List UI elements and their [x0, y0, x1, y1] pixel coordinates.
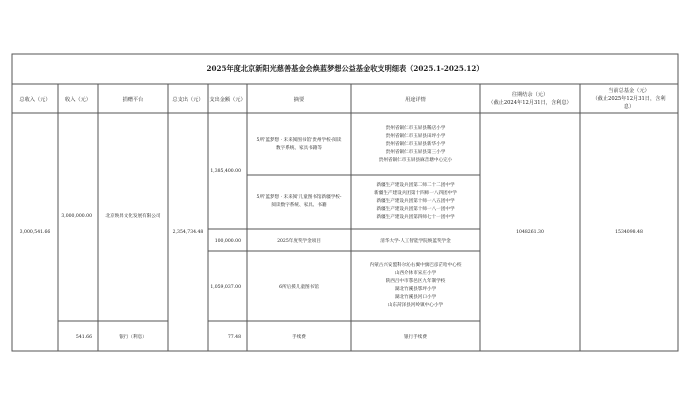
header-summary: 摘要	[293, 97, 305, 103]
expense-amount: 1,059,037.00	[210, 285, 241, 290]
header-income: 收入（元）	[65, 97, 91, 103]
table-header	[19, 86, 665, 110]
usage-school: 陕西吕中市鄠邑区九年制学校	[385, 279, 446, 284]
usage-school: 新疆生产建设兵团第十师一八五团中学	[376, 199, 455, 204]
usage-detail: 银行手续费	[404, 335, 427, 340]
header-prior-balance-note: （截止2024年12月31日，含利息）	[488, 100, 572, 106]
header-prior-balance: 往期结余（元）	[511, 92, 549, 98]
income-row	[76, 333, 147, 340]
income-row	[61, 212, 161, 219]
usage-school: 山东菏泽县河岭镇中心小学	[387, 303, 444, 308]
project-summary: 5所'蓝梦想 · 未来阅'儿童图书馆新疆学校-	[256, 195, 342, 200]
header-expense-amount: 支出金额（元）	[209, 97, 246, 103]
income-amount: 3,000,000.00	[61, 214, 92, 219]
expense-amount: 1,385,400.00	[210, 169, 241, 174]
header-total-income: 总收入（元）	[19, 97, 51, 103]
usage-list	[379, 124, 453, 163]
usage-list	[370, 261, 462, 308]
usage-school: 新疆生产建设兵团第十师一八一团中学	[376, 207, 455, 212]
usage-school: 贵州省铜仁市玉屏县稀店小学	[385, 126, 446, 131]
usage-school: 山西介休市宋庄小学	[394, 271, 437, 276]
project-summary: 5所'蓝梦想 · 未来阅图书馆'贵州学校-阅读	[256, 138, 342, 143]
page-title: 2025年度北京新阳光慈善基金会焕蓝梦想公益基金收支明细表（2025.1-2025.12）	[206, 64, 484, 73]
usage-school: 湖北竹溪县鄂坪小学	[394, 287, 437, 292]
usage-school: 新疆生产建设兵团第二师二十二团中学	[376, 183, 455, 188]
project-summary: 阅读数字系统、家具、书籍	[271, 203, 327, 208]
income-donor: 北京焕昇文化发展有限公司	[105, 214, 161, 219]
usage-school: 贵州省铜仁市玉屏县田坪小学	[385, 134, 446, 139]
total-expense-value: 2,354,734.48	[172, 230, 204, 235]
usage-school: 新疆生产建设兵团第四师七十一团中学	[376, 215, 455, 220]
income-donor: 银行（利息）	[119, 335, 147, 340]
usage-school: 内蒙古兴安盟科尔沁右翼中旗巴彦茫哈中心校	[369, 263, 462, 268]
header-donor: 捐赠平台	[122, 97, 144, 103]
project-summary: 6所后援儿童图书馆	[279, 285, 319, 290]
project-summary: 数字系统、家具书籍等	[276, 146, 322, 151]
prior-balance-value: 1048261.30	[516, 230, 544, 235]
header-total-expense: 总支出（元）	[172, 97, 204, 103]
usage-list	[374, 181, 457, 220]
usage-school: 贵州省铜仁市玉屏县麻音塘中心完小	[378, 158, 453, 163]
usage-detail: 清华大学-人工智能学院焕蓝奖学金	[380, 239, 451, 244]
usage-school: 贵州省铜仁市玉屏县第三小学	[385, 150, 446, 155]
usage-school: 湖北竹溪县河口小学	[394, 295, 437, 300]
header-current-balance-note-end: 息）	[623, 104, 635, 110]
expense-amount: 77.48	[227, 335, 241, 340]
header-usage: 用途详情	[405, 97, 426, 103]
header-current-balance: 当前总基金（元）	[608, 88, 650, 94]
header-current-balance-note: （截止2025年12月31日，含利	[592, 96, 666, 102]
income-amount: 541.66	[75, 335, 92, 340]
total-income-value: 3,000,541.66	[19, 230, 51, 235]
usage-school: 贵州省铜仁市玉屏县新华小学	[385, 142, 446, 147]
usage-school: 新疆生产建设兵团第十四师一八四团中学	[374, 191, 457, 196]
table-grid	[12, 54, 678, 351]
current-balance-value: 1534098.48	[615, 230, 643, 235]
project-summary: 手续费	[292, 335, 306, 340]
project-summary: 2025年度奖学金项目	[277, 239, 321, 244]
expense-amount: 100,000.00	[214, 239, 241, 244]
